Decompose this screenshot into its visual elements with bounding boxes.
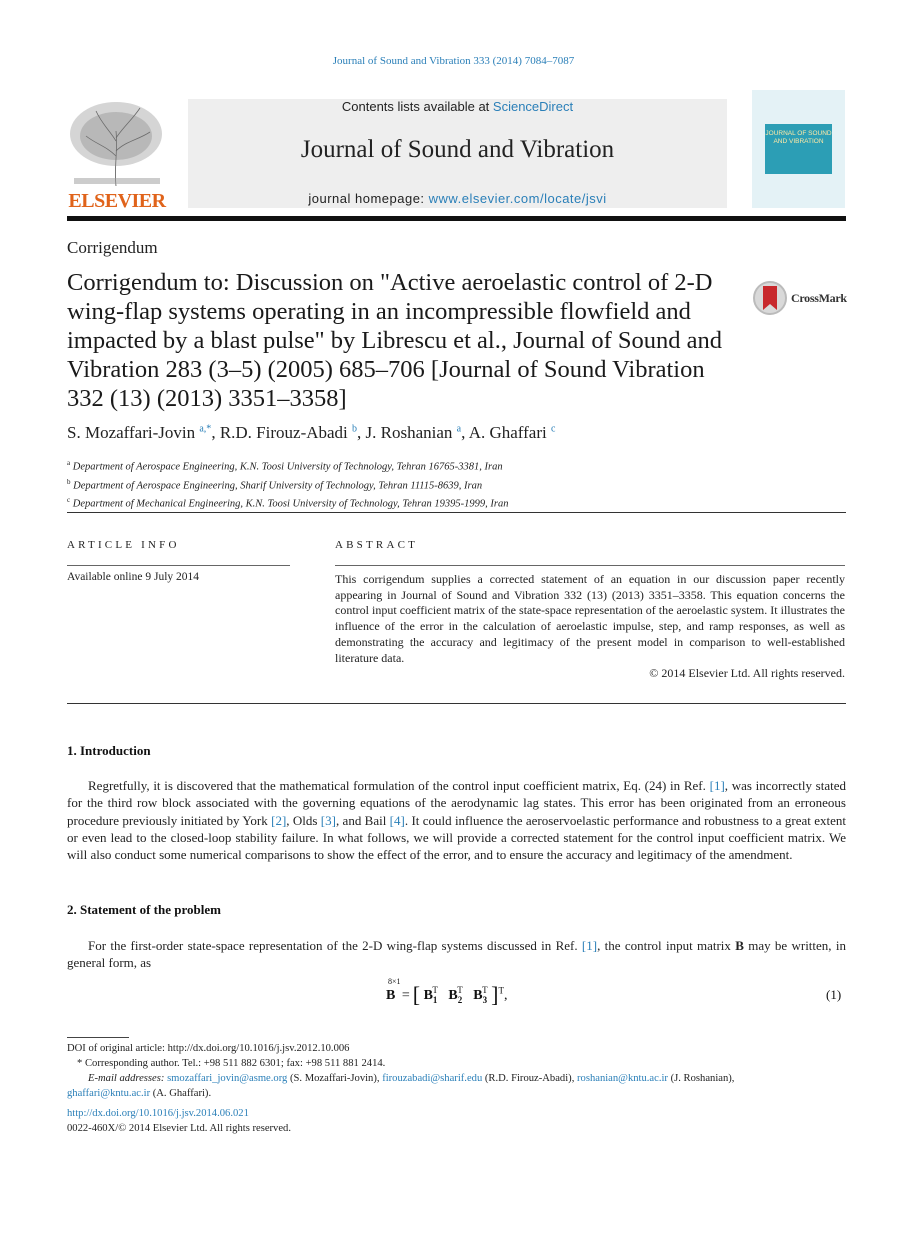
journal-cover-thumbnail[interactable] [752,90,845,208]
section-heading-problem: 2. Statement of the problem [67,902,221,917]
email-addresses: E-mail addresses: smozaffari_jovin@asme.org (S. Mozaffari-Jovin), firouzabadi@sharif.edu (R.D. Firouz-Abadi), roshanian@kntu.ac.ir (J. Roshanian), [88,1073,735,1084]
equation-1: 8×1 B = [ $B_1^T$ $B_2^T$ $B_3^T$ ]$^T$, [386,977,508,1007]
email-link[interactable]: smozaffari_jovin@asme.org [167,1073,288,1084]
abstract-copyright: © 2014 Elsevier Ltd. All rights reserved. [649,666,845,681]
eq-dimension: 8×1 [388,977,401,986]
affiliation-rule [67,512,846,513]
ref-link[interactable]: [1] [709,778,725,793]
article-title: Corrigendum to: Discussion on "Active aeroelastic control of 2-D wing-flap systems operating in an incompressible flowfield and impacted by a blast pulse" by Librescu et al., Journal of Sound and Vibration 283 (3–5) (2005) 685–706 [Journal of Sound Vibration 332 (13) (2013) 3351–3358] [67,269,723,412]
article-doi-link[interactable]: http://dx.doi.org/10.1016/j.jsv.2014.06.021 [67,1108,249,1119]
homepage-line [188,191,727,206]
author-sup[interactable]: c [550,423,556,435]
journal-citation[interactable]: Journal of Sound and Vibration 333 (2014) 7084–7087 [332,55,575,67]
ref-link[interactable]: [3] [320,812,336,828]
article-type: Corrigendum [67,238,158,257]
author-name[interactable]: S. Mozaffari-Jovin [67,423,196,442]
crossmark-icon [752,280,788,316]
footnotes [67,1041,847,1136]
ref-link[interactable]: [2] [271,812,287,828]
abstract-body: This corrigendum supplies a corrected statement of an equation in our discussion paper recently appearing in Journal of Sound and Vibration 332 (13) (2013) 3351–3358. This equation concerns the control input coefficient matrix of the state-space representation of the aeroelastic system. It illustrates the influence of the error in the calculation of aeroelastic impulse, step, and ramp responses, as well as demonstrating the accuracy and legitimacy of the present model in comparison to well-established literature data. [335,572,845,665]
eq-lhs: B [386,988,396,1003]
author-list: S. Mozaffari-Jovin $^{a,*}$, R.D. Firouz-Abadi $^b$, J. Roshanian $^a$, A. Ghaffari $^c$ [67,423,556,442]
elsevier-wordmark: ELSEVIER [68,190,166,212]
affiliation: $^b$ Department of Aerospace Engineering, Sharif University of Technology, Tehran 11115-8639, Iran [67,477,483,491]
doi-original: DOI of original article: http://dx.doi.org/10.1016/j.jsv.2012.10.006 [67,1043,350,1054]
affiliations [67,456,508,512]
abstract-heading: ABSTRACT [335,539,419,551]
contents-prefix: Contents lists available at [341,99,493,114]
crossmark-badge[interactable] [752,278,852,318]
sciencedirect-link[interactable]: ScienceDirect [492,99,574,114]
introduction-paragraph: Regretfully, it is discovered that the mathematical formulation of the control input coefficient matrix, Eq. (24) in Ref. [1], was incorrectly stated for the third row block associated with the governing equations of the aerodynamic lag states. This error has been originated from an erroneous procedure previously initiated by York [2], Olds [3], and Bail [4]. It could influence the aeroservoelastic performance and robustness to a great extent or even lead to the closed-loop stability failure. In what follows, we will provide a corrected statement for the control input coefficient matrix. We will also conduct some numerical comparisons to show the effect of the error, and to ensure the accuracy and legitimacy of the amendment. [67,778,847,863]
homepage-prefix: journal homepage: [308,191,429,206]
email-link[interactable]: ghaffari@kntu.ac.ir [67,1088,151,1099]
journal-title: Journal of Sound and Vibration [300,136,615,163]
contents-line [188,99,727,114]
equation-number: (1) [826,987,842,1002]
author-name[interactable]: A. Ghaffari [468,423,547,442]
affiliation: $^a$ Department of Aerospace Engineering, K.N. Toosi University of Technology, Tehran 16765-3381, Iran [67,459,503,473]
author-name[interactable]: J. Roshanian [365,423,453,442]
available-online: Available online 9 July 2014 [67,571,200,583]
author-sup[interactable]: b [352,423,358,435]
email-link[interactable]: firouzabadi@sharif.edu [382,1073,483,1084]
header-rule [67,216,846,221]
abstract-rule [335,565,845,566]
article-info-rule [67,565,290,566]
homepage-link[interactable]: www.elsevier.com/locate/jsvi [428,191,607,206]
ref-link[interactable]: [1] [581,938,598,953]
ref-link[interactable]: [4] [389,812,405,828]
abstract [335,572,845,682]
corresponding-author: * Corresponding author. Tel.: +98 511 882 6301; fax: +98 511 881 2414. [77,1058,386,1069]
footnote-rule [67,1037,129,1038]
cover-title: JOURNAL OF SOUND AND VIBRATION [765,124,832,174]
issn-copyright: 0022-460X/© 2014 Elsevier Ltd. All rights reserved. [67,1123,292,1134]
crossmark-label: CrossMark [791,291,847,305]
section-heading-introduction: 1. Introduction [67,743,151,758]
author-name[interactable]: R.D. Firouz-Abadi [219,423,348,442]
email-addresses-continued: ghaffari@kntu.ac.ir (A. Ghaffari). [67,1088,212,1099]
problem-paragraph: For the first-order state-space representation of the 2-D wing-flap systems discussed in Ref. [1], the control input matrix B may be written, in general form, as [67,938,846,971]
article-info-heading: ARTICLE INFO [67,539,180,551]
email-link[interactable]: roshanian@kntu.ac.ir [577,1073,668,1084]
abstract-bottom-rule [67,703,846,704]
author-sup[interactable]: a [456,423,462,435]
author-sup[interactable]: a,* [199,423,212,435]
affiliation: $^c$ Department of Mechanical Engineering, K.N. Toosi University of Technology, Tehran 19395-1999, Iran [67,496,509,510]
